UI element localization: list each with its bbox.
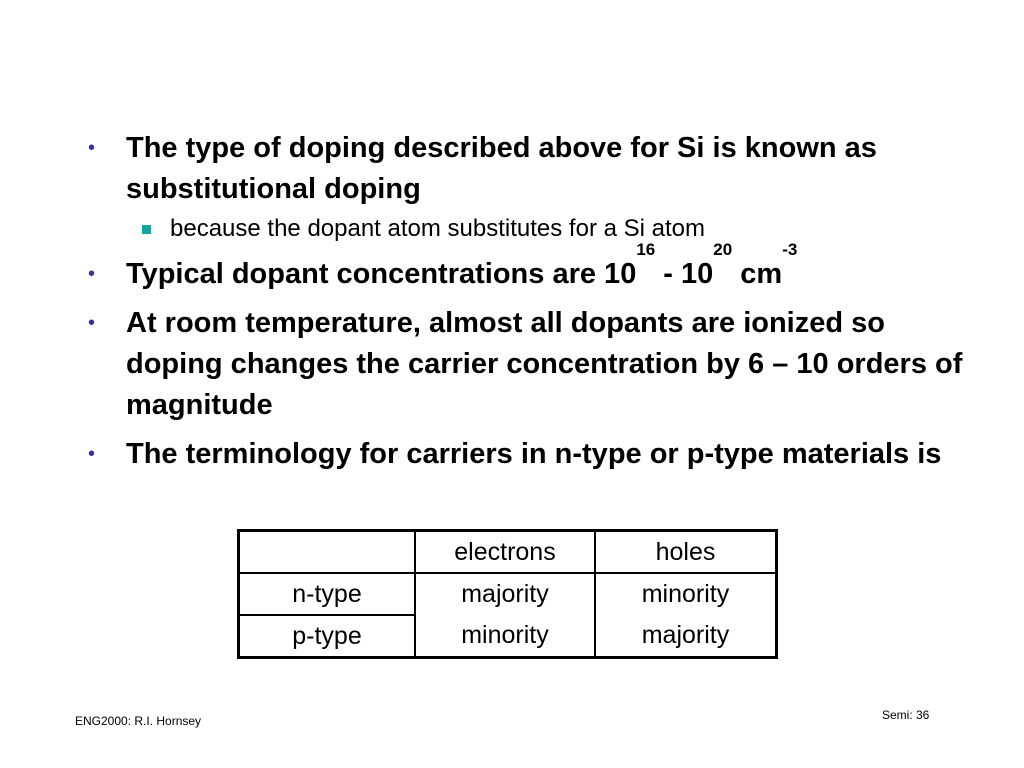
exponent: 16 [636, 240, 656, 259]
bullet-item [88, 434, 988, 475]
table-row [239, 573, 777, 615]
bullet-marker-icon: • [88, 312, 96, 334]
table-header-cell: holes [595, 531, 777, 574]
bullet-marker-icon: • [88, 443, 96, 465]
bullet-item [88, 303, 988, 426]
table-cell: majority [595, 615, 777, 658]
bullet-text-part: cm [732, 258, 783, 290]
table-cell: majority [415, 573, 595, 615]
bullet-text: At room temperature, almost all dopants are ionized so doping changes the carrier concentration by 6 – 10 orders of magnitude [126, 307, 963, 421]
exponent: -3 [782, 240, 798, 259]
bullet-text-part: Typical dopant concentrations are 10 [126, 258, 637, 290]
square-bullet-icon [142, 225, 151, 234]
bullet-text: The terminology for carriers in n-type or p-type materials is [126, 438, 942, 470]
bullet-item [88, 128, 988, 246]
footer-course: ENG2000: R.I. Hornsey [75, 714, 202, 728]
bullet-item [88, 240, 988, 295]
bullet-text-part: - 10 [655, 258, 714, 290]
table-header-cell [239, 531, 416, 574]
bullet-text: The type of doping described above for Si is known as substitutional doping [126, 132, 877, 205]
bullet-list [88, 128, 988, 483]
table-cell: minority [415, 615, 595, 658]
exponent: 20 [713, 240, 733, 259]
table-cell: minority [595, 573, 777, 615]
sub-bullet-item [126, 212, 988, 246]
sub-bullet-text: because the dopant atom substitutes for a Si atom [170, 215, 705, 242]
carrier-terminology-table [237, 529, 778, 659]
bullet-marker-icon: • [88, 263, 96, 285]
table-row [239, 615, 777, 658]
table-cell: p-type [239, 615, 416, 658]
table-header-cell: electrons [415, 531, 595, 574]
footer-slide-number: Semi: 36 [882, 708, 930, 722]
bullet-marker-icon: • [88, 137, 96, 159]
table-cell: n-type [239, 573, 416, 615]
table-header-row [239, 531, 777, 574]
